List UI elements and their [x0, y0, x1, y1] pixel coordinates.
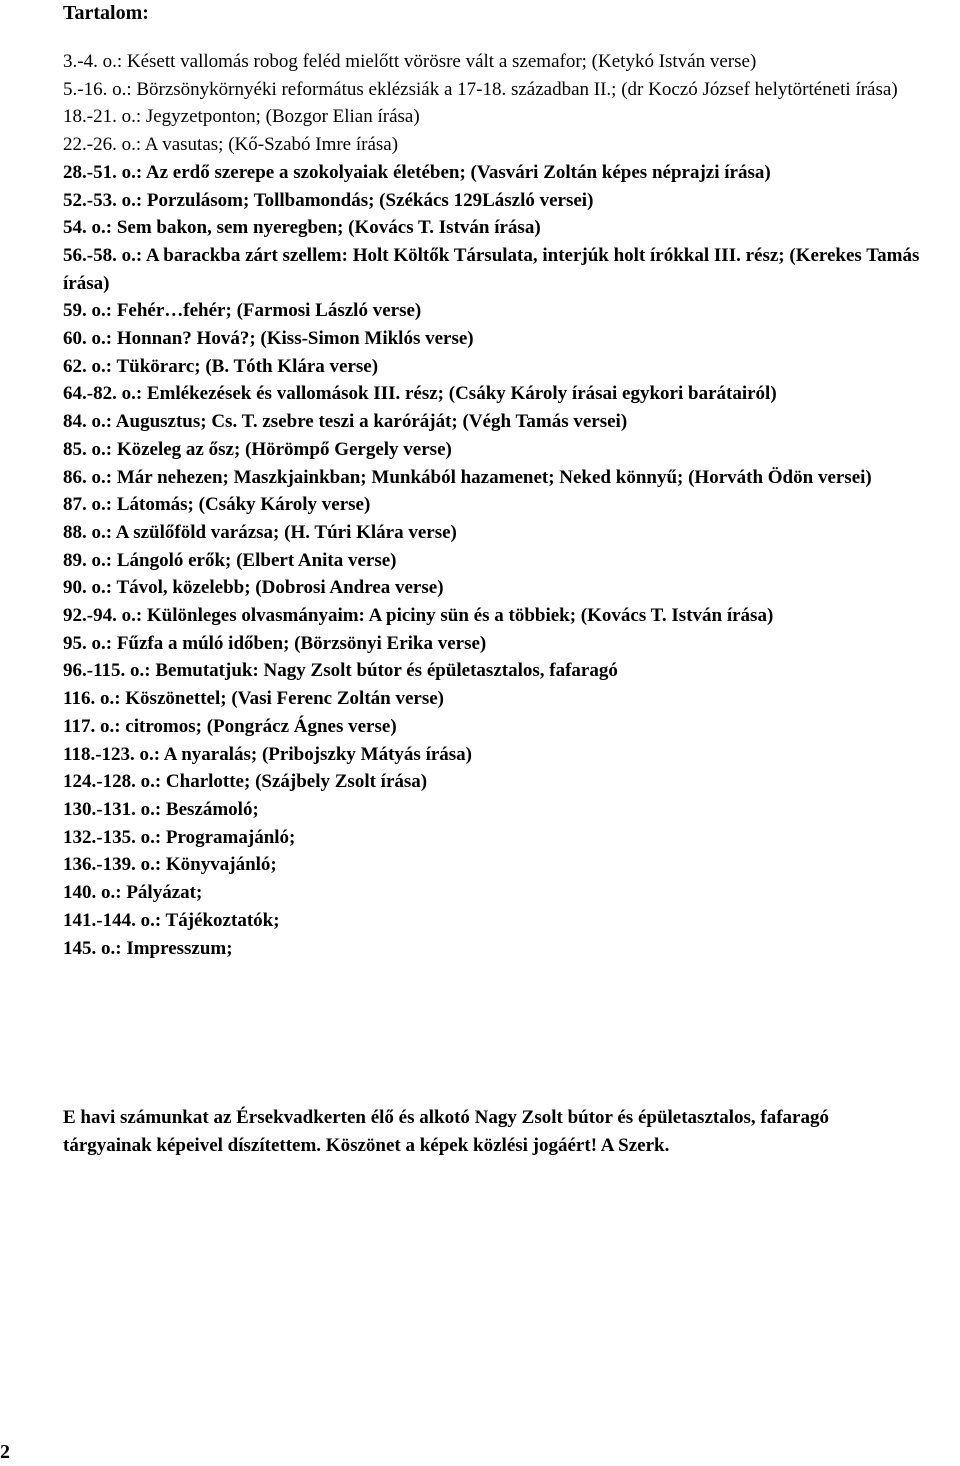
toc-entry: 86. o.: Már nehezen; Maszkjainkban; Munkából hazamenet; Neked könnyű; (Horváth Ödön versei): [63, 466, 872, 488]
toc-entry: 96.-115. o.: Bemutatjuk: Nagy Zsolt bútor és épületasztalos, fafaragó: [63, 660, 618, 682]
toc-entry: 145. o.: Impresszum;: [63, 937, 233, 959]
toc-entry: 62. o.: Tükörarc; (B. Tóth Klára verse): [63, 355, 379, 377]
toc-entry: 52.-53. o.: Porzulásom; Tollbamondás; (Székács 129László versei): [63, 189, 594, 211]
toc-entry: 60. o.: Honnan? Hová?; (Kiss-Simon Miklós verse): [63, 328, 474, 350]
toc-entry: 85. o.: Közeleg az ősz; (Hörömpő Gergely verse): [63, 438, 452, 460]
toc-entry: 54. o.: Sem bakon, sem nyeregben; (Kovács T. István írása): [63, 217, 541, 239]
toc-entry: 95. o.: Fűzfa a múló időben; (Börzsönyi Erika verse): [63, 632, 487, 654]
toc-entry: 118.-123. o.: A nyaralás; (Pribojszky Mátyás írása): [63, 743, 473, 765]
toc-entry: 132.-135. o.: Programajánló;: [63, 826, 296, 848]
editor-note-line: tárgyainak képeivel díszítettem. Köszönet a képek közlési jogáért! A Szerk.: [63, 1135, 670, 1156]
page-number: 2: [0, 1441, 10, 1463]
toc-entry: 28.-51. o.: Az erdő szerepe a szokolyaiak életében; (Vasvári Zoltán képes néprajzi írása): [63, 161, 771, 183]
toc-entry: 124.-128. o.: Charlotte; (Szájbely Zsolt írása): [63, 771, 428, 793]
toc-entry: 117. o.: citromos; (Pongrácz Ágnes verse): [63, 715, 397, 737]
toc-entry: 84. o.: Augusztus; Cs. T. zsebre teszi a karóráját; (Végh Tamás versei): [63, 411, 628, 433]
toc-entry: 22.-26. o.: A vasutas; (Kő-Szabó Imre írása): [63, 134, 399, 156]
toc-entry: 90. o.: Távol, közelebb; (Dobrosi Andrea verse): [63, 577, 444, 599]
toc-entry: 87. o.: Látomás; (Csáky Károly verse): [63, 494, 371, 516]
editor-note: [63, 1104, 960, 1160]
toc-entry: 88. o.: A szülőföld varázsa; (H. Túri Klára verse): [63, 521, 457, 543]
toc-entry: 140. o.: Pályázat;: [63, 882, 203, 904]
toc-entry: 59. o.: Fehér…fehér; (Farmosi László verse): [63, 300, 422, 322]
page-title: Tartalom:: [63, 2, 149, 24]
editor-note-line: E havi számunkat az Érsekvadkerten élő és alkotó Nagy Zsolt bútor és épületasztalos, fafaragó: [63, 1107, 829, 1128]
toc-entry: 56.-58. o.: A barackba zárt szellem: Holt Költők Társulata, interjúk holt írókkal III. rész; (Kerekes Tamás írása): [63, 244, 920, 294]
table-of-contents: [63, 48, 953, 962]
toc-entry: 5.-16. o.: Börzsönykörnyéki református eklézsiák a 17-18. században II.; (dr Koczó József helytörténeti írása): [63, 78, 898, 100]
toc-entry: 130.-131. o.: Beszámoló;: [63, 798, 259, 820]
toc-entry: 92.-94. o.: Különleges olvasmányaim: A piciny sün és a többiek; (Kovács T. István írása): [63, 605, 774, 627]
toc-entry: 89. o.: Lángoló erők; (Elbert Anita verse): [63, 549, 397, 571]
toc-entry: 18.-21. o.: Jegyzetponton; (Bozgor Elian írása): [63, 106, 420, 128]
toc-entry: 64.-82. o.: Emlékezések és vallomások III. rész; (Csáky Károly írásai egykori barátairól): [63, 383, 777, 405]
toc-entry: 136.-139. o.: Könyvajánló;: [63, 854, 277, 876]
toc-entry: 3.-4. o.: Késett vallomás robog feléd mielőtt vörösre vált a szemafor; (Ketykó István verse): [63, 51, 757, 72]
toc-entry: 141.-144. o.: Tájékoztatók;: [63, 909, 280, 931]
toc-entry: 116. o.: Köszönettel; (Vasi Ferenc Zoltán verse): [63, 688, 444, 710]
